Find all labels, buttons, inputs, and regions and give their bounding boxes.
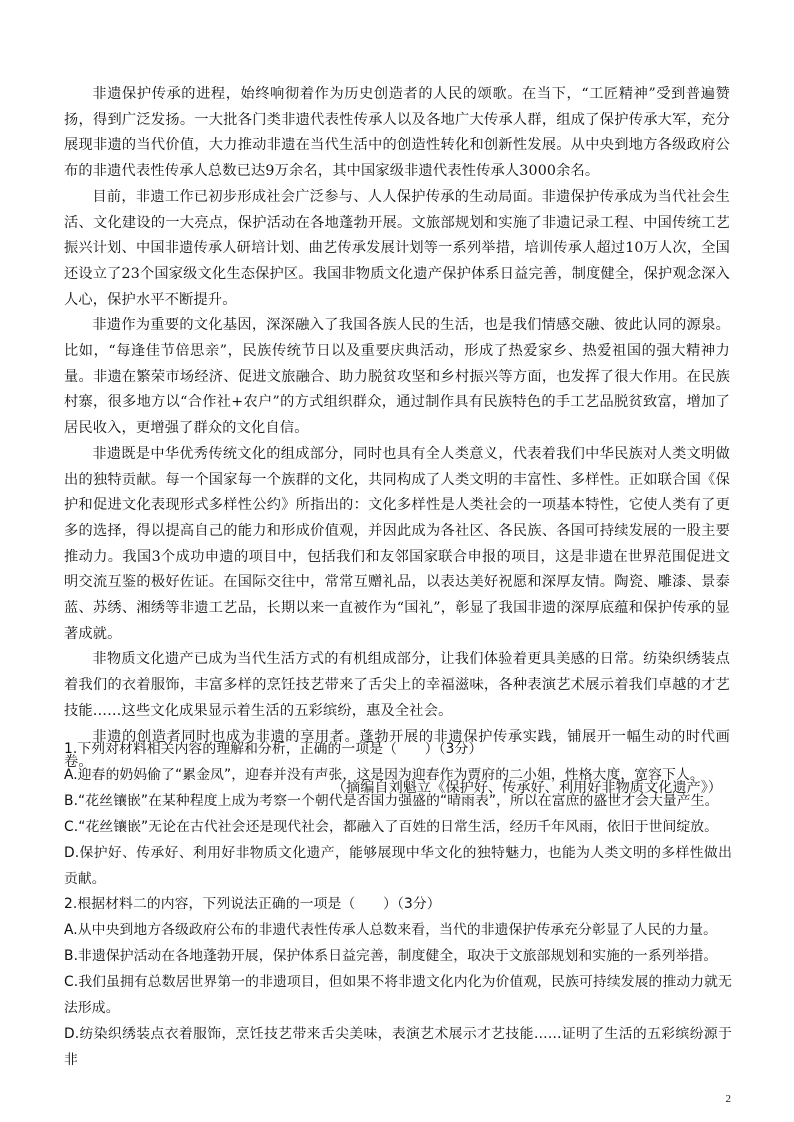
passage-paragraph-4: 非遗既是中华优秀传统文化的组成部分，同时也具有全人类意义，代表着我们中华民族对人类文明做出的独特贡献。每一个国家每一个族群的文化，共同构成了人类文明的丰富性、多样性。正如联合国《保护和促进文化表现形式多样性公约》所指出的：文化多样性是人类社会的一项基本特性，它使人类有了更多的选择，得以提高自己的能力和形成价值观，并因此成为各社区、各民族、各国可持续发展的一股主要推动力。我国3个成功申遗的项目中，包括我们和友邻国家联合申报的项目，这是非遗在世界范围促进文明交流互鉴的极好佐证。在国际交往中，常常互赠礼品，以表达美好祝愿和深厚友情。陶瓷、雕漆、景泰蓝、苏绣、湘绣等非遗工艺品，长期以来一直被作为“国礼”，彰显了我国非遗的深厚底蕴和保护传承的显著成就。 [64,445,730,642]
reading-passage [64,82,730,802]
passage-paragraph-6: 非遗的创造者同时也成为非遗的享用者。蓬勃开展的非遗保护传承实践，铺展开一幅生动的时代画卷。 [64,728,730,771]
question-2-option-d: D.纺染织绣装点衣着服饰，烹饪技艺带来舌尖美味，表演艺术展示才艺技能……证明了生活的五彩缤纷源于非 [64,1025,732,1068]
passage-paragraph-3: 非遗作为重要的文化基因，深深融入了我国各族人民的生活，也是我们情感交融、彼此认同的源泉。比如，“每逢佳节倍思亲”，民族传统节日以及重要庆典活动，形成了热爱家乡、热爱祖国的强大精神力量。非遗在繁荣市场经济、促进文旅融合、助力脱贫攻坚和乡村振兴等方面，也发挥了很大作用。在民族村寨，很多地方以“合作社+农户”的方式组织群众，通过制作具有民族特色的手工艺品脱贫致富，增加了居民收入，更增强了群众的文化自信。 [64,317,730,437]
question-2-option-b: B.非遗保护活动在各地蓬勃开展，保护体系日益完善，制度健全，取决于文旅部规划和实施的一系列举措。 [64,948,718,965]
passage-source: （摘编自刘魁立《保护好、传承好、利用好非物质文化遗产》） [331,779,722,796]
question-2-option-c: C.我们虽拥有总数居世界第一的非遗项目，但如果不将非遗文化内化为价值观，民族可持续发展的推动力就无法形成。 [64,974,732,1017]
question-list [64,737,732,1074]
question-2-option-a: A.从中央到地方各级政府公布的非遗代表性传承人总数来看，当代的非遗保护传承充分彰显了人民的力量。 [64,922,718,939]
page-number: 2 [725,1093,731,1105]
passage-paragraph-1: 非遗保护传承的进程，始终响彻着作为历史创造者的人民的颂歌。在当下，“工匠精神”受到普遍赞扬，得到广泛发扬。一大批各门类非遗代表性传承人以及各地广大传承人群，组成了保护传承大军，充分展现非遗的当代价值，大力推动非遗在当代生活中的创造性转化和创新性发展。从中央到地方各级政府公布的非遗代表性传承人总数已达9万余名，其中国家级非遗代表性传承人3000余名。 [64,86,730,180]
question-2-stem: 2.根据材料二的内容，下列说法正确的一项是（ ）（3分） [64,896,441,913]
question-1-stem: 1.下列对材料相关内容的理解和分析，正确的一项是（ ）（3分） [64,741,483,757]
question-1-option-c: C.“花丝镶嵌”无论在古代社会还是现代社会，都融入了百姓的日常生活，经历千年风雨，依旧于世间绽放。 [64,818,719,835]
question-1-option-a: A.迎春的奶妈偷了“累金凤”，迎春并没有声张，这是因为迎春作为贾府的二小姐，性格大度，宽容下人。 [64,766,704,783]
passage-paragraph-5: 非物质文化遗产已成为当代生活方式的有机组成部分，让我们体验着更具美感的日常。纺染织绣装点着我们的衣着服饰，丰富多样的烹饪技艺带来了舌尖上的幸福滋味，各种表演艺术展示着我们卓越的才艺技能……这些文化成果显示着生活的五彩缤纷，惠及全社会。 [64,651,730,719]
question-1-option-b: B.“花丝镶嵌”在某种程度上成为考察一个朝代是否国力强盛的“晴雨表”，所以在富庶的盛世才会大量产生。 [64,792,719,809]
question-1-option-d: D.保护好、传承好、利用好非物质文化遗产，能够展现中华文化的独特魅力，也能为人类文明的多样性做出贡献。 [64,844,732,887]
passage-paragraph-2: 目前，非遗工作已初步形成社会广泛参与、人人保护传承的生动局面。非遗保护传承成为当代社会生活、文化建设的一大亮点，保护活动在各地蓬勃开展。文旅部规划和实施了非遗记录工程、中国传统工艺振兴计划、中国非遗传承人研培计划、曲艺传承发展计划等一系列举措，培训传承人超过10万人次，全国还设立了23个国家级文化生态保护区。我国非物质文化遗产保护体系日益完善，制度健全，保护观念深入人心，保护水平不断提升。 [64,188,730,308]
